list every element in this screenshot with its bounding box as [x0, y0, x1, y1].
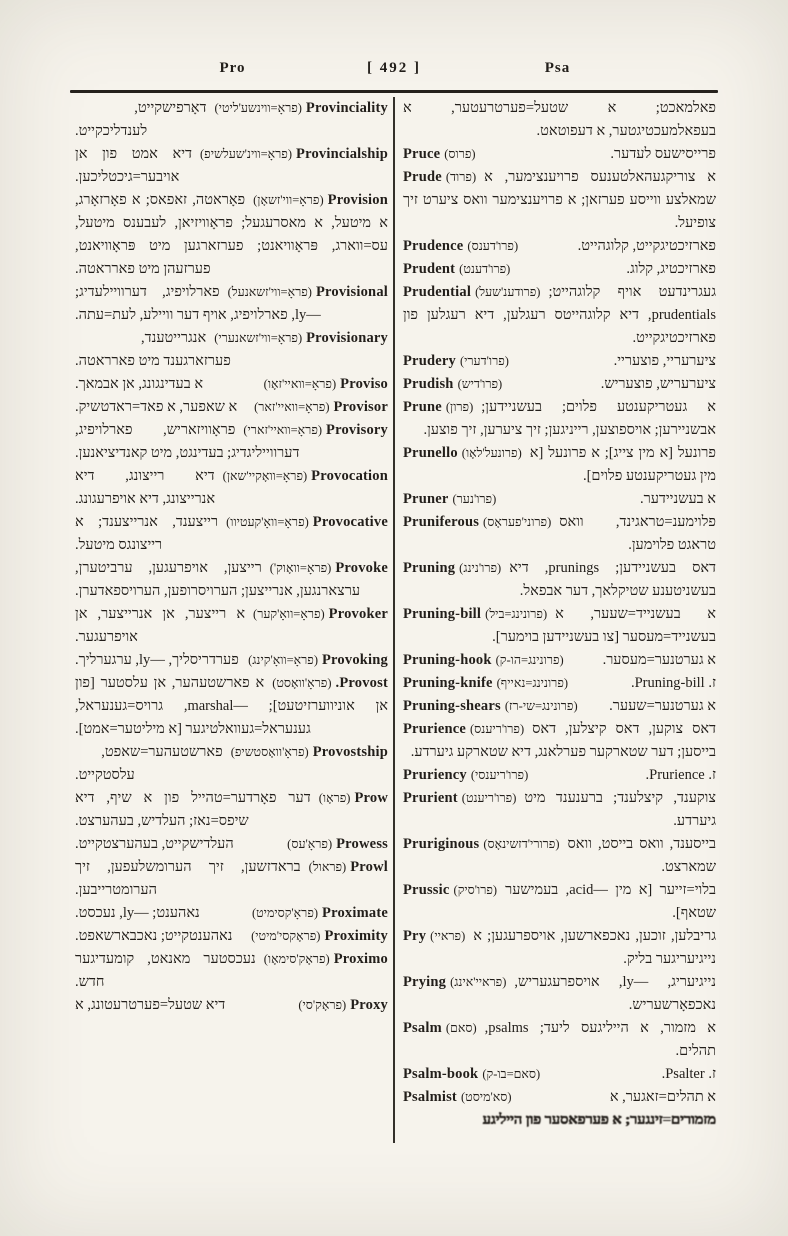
headword-group	[403, 833, 560, 856]
definition: פארזיכטיג, קלוג.	[626, 261, 716, 277]
headword: Provinciality	[305, 100, 388, 116]
dictionary-entry	[75, 327, 388, 373]
pronunciation: (פרו'ריענס)	[470, 722, 525, 736]
definition: צוקענד, קיצלענד; ברענענד מיט גיערדע.	[524, 790, 716, 829]
definition: געגרינדעט אויף קלוגהייט; prudentials, דיא קלוגהייטס רעגלען, דיא רעגלען פון פארזיכטיגקייט.	[403, 284, 716, 346]
headword-group	[200, 143, 388, 166]
headword-group	[253, 603, 388, 626]
smudged-text: מזמורים=זינגער; א פערפאסער פון הייליגע	[482, 1112, 716, 1128]
headword: Provost.	[335, 675, 388, 691]
dictionary-entry	[403, 235, 716, 258]
headword: Provisory	[326, 422, 388, 438]
dictionary-entry	[403, 166, 716, 235]
headword: Pruning-knife	[403, 675, 493, 691]
headword: Prunello	[403, 445, 458, 461]
definition: א גערטנער=שעער.	[609, 698, 716, 714]
dictionary-entry	[75, 856, 388, 902]
definition: א שאפער, א פאד=ראדטשיק.	[75, 399, 238, 415]
headword-group	[223, 465, 388, 488]
headword: Provocative	[312, 514, 388, 530]
dictionary-entry	[75, 189, 388, 281]
dictionary-entry	[403, 373, 716, 396]
dictionary-entry	[75, 419, 388, 465]
headword: Pruriency	[403, 767, 467, 783]
headword-group	[403, 281, 540, 304]
dictionary-entry	[403, 925, 716, 971]
definition: ציערעריי, פוצעריי.	[613, 353, 716, 369]
headword: Proximity	[324, 928, 388, 944]
dictionary-entry	[75, 741, 388, 787]
headword: Provocation	[311, 468, 388, 484]
headword: Provincialship	[296, 146, 388, 162]
pronunciation: (פראָ=וואיי'זארי)	[243, 423, 323, 437]
headword-group	[243, 419, 388, 442]
definition: בלוי=זייער [א מין —acid, בעמישער שטאף].	[505, 882, 716, 921]
definition: בייסענד, וואס בייסט, וואס שמארצט.	[567, 836, 716, 875]
definition: פארזיכטיגקייט, קלוגהייט.	[577, 238, 716, 254]
headword: Proximo	[333, 951, 388, 967]
pronunciation: (פרוס)	[444, 147, 476, 161]
headword: Prudish	[403, 376, 454, 392]
headword: Prowl	[350, 859, 388, 875]
pronunciation: (פראָ'קסימיט)	[251, 906, 319, 920]
definition: א גערטנער=מעסער.	[602, 652, 716, 668]
headword-group	[403, 350, 509, 373]
dictionary-entry	[403, 350, 716, 373]
dictionary-entry	[403, 143, 716, 166]
dictionary-entry	[403, 787, 716, 833]
dictionary-entry	[403, 258, 716, 281]
headword-group	[403, 235, 518, 258]
headword: Provisional	[315, 284, 388, 300]
headword: Provoke	[335, 560, 388, 576]
dictionary-entry	[403, 879, 716, 925]
headword-group	[403, 971, 506, 994]
definition: פערדריסליך, —ly, ערגערליך.	[75, 652, 239, 668]
dictionary-entry	[75, 787, 388, 833]
headword: Provoking	[322, 652, 388, 668]
headword: Prying	[403, 974, 447, 990]
pronunciation: (פראָק'סי)	[298, 998, 347, 1012]
headword: Pruce	[403, 146, 441, 162]
headword: Pruning-hook	[403, 652, 492, 668]
headword: Provision	[327, 192, 388, 208]
headword: Prudence	[403, 238, 464, 254]
pronunciation: (פרונינג=נאייף)	[496, 676, 569, 690]
headword: Prussic	[403, 882, 450, 898]
dictionary-entry	[403, 281, 716, 350]
guide-word-right: Psa	[544, 60, 571, 76]
dictionary-entry	[75, 649, 388, 672]
pronunciation: (פרודענ'שעל)	[475, 285, 541, 299]
dictionary-entry	[403, 672, 716, 695]
headword: Pruner	[403, 491, 449, 507]
definition: דער פאָרדער=טהייל פון א שיף, דיא שיפס=נאז; העלדיש, בעהערצט.	[75, 790, 311, 829]
headword-group	[403, 787, 516, 810]
definition: ציערעריש, פוצעריש.	[600, 376, 716, 392]
dictionary-entry	[403, 833, 716, 879]
definition: א געטריקענטע פלוים; בעשניידען; אבשניירען; אויספוצען, רייניגען; זיך ציערען, זיך פוצען.	[423, 399, 716, 438]
definition: פארשטעהער=שאפט, עלסטקייט.	[75, 744, 223, 783]
pronunciation: (פרו'דענט)	[459, 262, 511, 276]
headword-group	[403, 695, 578, 718]
headword-group	[287, 833, 388, 856]
headword-group	[248, 649, 388, 672]
dictionary-entry	[75, 994, 388, 1017]
dictionary-entry	[75, 281, 388, 327]
pronunciation: (פראָק'סימאָו)	[263, 952, 330, 966]
headword: Pruniferous	[403, 514, 480, 530]
pronunciation: (פראָ=וואָ'קער)	[253, 607, 325, 621]
headword-group	[264, 373, 388, 396]
definition: דיא אמט פון אן אויבער=גיכטליכען.	[75, 146, 193, 185]
definition: ז. Psalter.	[661, 1066, 716, 1082]
definition: רייצענד, אנרייצענד; א רייצונגס מיטעל.	[75, 514, 219, 553]
pronunciation: (פראָ=ווינשע'ליטי)	[214, 101, 302, 115]
pronunciation: (פרו'ריענט)	[461, 791, 517, 805]
pronunciation: (פרורי'דזשינאָס)	[483, 837, 560, 851]
smudged-line	[403, 1109, 716, 1132]
headword-group	[226, 511, 388, 534]
dictionary-entry	[75, 925, 388, 948]
headword: Proxy	[350, 997, 388, 1013]
headword: Psalmist	[403, 1089, 457, 1105]
pronunciation: (פראָקסי'מיטי)	[251, 929, 321, 943]
right-column	[403, 97, 716, 1132]
pronunciation: (סא'מיסט)	[460, 1090, 512, 1104]
dictionary-entry	[403, 695, 716, 718]
pronunciation: (פראָ'עס)	[287, 837, 333, 851]
headword: Provostship	[312, 744, 388, 760]
definition: בראדזשען, זיך הערומשלעפען, זיך הערומטרייבען.	[75, 859, 301, 898]
definition: נאהענט; —ly, נעכסט.	[75, 905, 200, 921]
pronunciation: (פראָ=וואָקיי'שאן)	[222, 469, 308, 483]
dictionary-entry	[75, 143, 388, 189]
definition: נאהענטקייט; נאכבארשאפט.	[75, 928, 233, 944]
definition: אנגרייטענד, פערזארגענד מיט פארראטה.	[75, 330, 231, 369]
headword-group	[403, 373, 502, 396]
dictionary-entry	[75, 902, 388, 925]
headword-group	[403, 1063, 540, 1086]
headword-group	[270, 557, 388, 580]
pronunciation: (פראָו)	[318, 791, 351, 805]
dictionary-entry	[403, 442, 716, 488]
headword-group	[403, 925, 465, 948]
headword: Prudery	[403, 353, 456, 369]
headword-group	[298, 994, 388, 1017]
headword: Prowess	[336, 836, 388, 852]
headword: Prurience	[403, 721, 466, 737]
pronunciation: (פראָ=וואָ'קעטיוו)	[226, 515, 309, 529]
headword-group	[251, 925, 388, 948]
headword-group	[403, 764, 528, 787]
dictionary-entry	[403, 603, 716, 649]
pronunciation: (פראָ=ווינ'שעלשיפ)	[200, 147, 293, 161]
dictionary-entry	[403, 1063, 716, 1086]
left-column	[75, 97, 388, 1017]
headword: Pruning-shears	[403, 698, 501, 714]
page-number: [ 492 ]	[367, 60, 421, 76]
headword-group	[309, 856, 388, 879]
headword-group	[214, 327, 388, 350]
headword-group	[272, 672, 388, 695]
definition: דיא שטעל=פערטרעטונג, א	[75, 997, 226, 1013]
headword-group	[403, 511, 551, 534]
pronunciation: (פרונעל'לאָו)	[461, 446, 522, 460]
definition: דיא רייצונג, דיא אנרייצונג, דיא אויפרעגונג.	[75, 468, 216, 507]
pronunciation: (פראָ=ווי'זשאָן)	[253, 193, 324, 207]
dictionary-entry	[75, 948, 388, 994]
definition: דאָרפישקייט, לענדליכקייט.	[75, 100, 207, 139]
headword-group	[319, 787, 388, 810]
headword-group	[403, 649, 564, 672]
definition: א צוריקגעהאלטענעס פרויענצימער, א שמאלצע ווייסע פערזאן; א פרויענצימער וואס ציערט זיך צופיעל.	[403, 169, 716, 231]
continuation-text: פאלמאכט; א שטעל=פערטרעטער, א בעפאלמעכטיגטער, א דעפוטאט.	[403, 100, 716, 139]
pronunciation: (פראיי'אינג)	[450, 975, 507, 989]
dictionary-entry	[403, 649, 716, 672]
headword: Prow	[354, 790, 388, 806]
headword-group	[403, 396, 473, 419]
pronunciation: (פרונינג=ביל)	[485, 607, 548, 621]
pronunciation: (פרוני'פעראָס)	[483, 515, 552, 529]
pronunciation: (פרו'דערי)	[459, 354, 509, 368]
pronunciation: (פרו'נער)	[452, 492, 497, 506]
dictionary-entry	[75, 97, 388, 143]
definition: א בעשניידער.	[639, 491, 716, 507]
dictionary-entry	[403, 1086, 716, 1109]
headword: Psalm-book	[403, 1066, 479, 1082]
definition: דאס בעשניידען; prunings, דיא בעשניטענע שטיקלאך, דער אבפאל.	[509, 560, 716, 599]
pronunciation: (פרו'דענס)	[467, 239, 519, 253]
headword: Prudent	[403, 261, 456, 277]
headword: Pruning-bill	[403, 606, 482, 622]
dictionary-entry	[75, 396, 388, 419]
pronunciation: (סאם)	[445, 1021, 477, 1035]
headword: Prude	[403, 169, 442, 185]
dictionary-entry	[403, 511, 716, 557]
pronunciation: (פראָ=ווי'זשאנערי)	[214, 331, 303, 345]
entry-continuation	[403, 97, 716, 143]
definition: א תהלים=זאגער, א	[609, 1089, 716, 1105]
pronunciation: (פרוד)	[445, 170, 477, 184]
definition: ז. Pruning-bill.	[630, 675, 716, 691]
headword-group	[253, 189, 388, 212]
pronunciation: (סאם=בו-ק)	[482, 1067, 541, 1081]
pronunciation: (פרו'נינג)	[459, 561, 502, 575]
headword-group	[403, 166, 476, 189]
headword: Provisor	[333, 399, 388, 415]
dictionary-entry	[403, 971, 716, 1017]
headword: Pruriginous	[403, 836, 480, 852]
pronunciation: (פראָ=וואיי'זאָו)	[263, 377, 337, 391]
definition: גריבלען, זוכען, נאכפארשען, אויספרעגען; א נייגיעריגער בליק.	[473, 928, 716, 967]
dictionary-entry	[403, 396, 716, 442]
headword: Proximate	[322, 905, 388, 921]
pronunciation: (פרו'ריענסי)	[470, 768, 529, 782]
definition: א בעשנייד=שעער, א בעשנייד=מעסער [צו בעשניידען בוימער].	[492, 606, 716, 645]
pronunciation: (פרונינג=הו-ק)	[495, 653, 564, 667]
pronunciation: (פראָ'וואָסט)	[272, 676, 332, 690]
definition: נעכסטער מאנאט, קומעדיגער חדש.	[75, 951, 256, 990]
definition: העלדישקייט, בעהערצטקייט.	[75, 836, 234, 852]
pronunciation: (פראָ=ווי'זשאנעל)	[227, 285, 312, 299]
pronunciation: (פראול)	[308, 860, 347, 874]
headword-group	[214, 97, 388, 120]
pronunciation: (פראָ=וואָוק')	[269, 561, 332, 575]
dictionary-entry	[75, 833, 388, 856]
dictionary-entry	[403, 764, 716, 787]
pronunciation: (פרו'סיק)	[453, 883, 498, 897]
definition: נייגיעריג, —ly, אויספרעגעריש, נאכפאָרשעריש.	[514, 974, 716, 1013]
dictionary-entry	[75, 603, 388, 649]
headword-group	[403, 143, 476, 166]
headword: Proviso	[340, 376, 388, 392]
headword: Prurient	[403, 790, 458, 806]
dictionary-entry	[403, 718, 716, 764]
dictionary-entry	[75, 373, 388, 396]
definition: פארלויפיג, דערוויילעדיג; —ly, פארלויפיג, אויף דער וויילע, לעת=עתה.	[75, 284, 321, 323]
dictionary-entry	[75, 672, 388, 741]
pronunciation: (פראָ'וואָסטשיפ)	[230, 745, 309, 759]
headword: Provisionary	[306, 330, 388, 346]
column-divider	[393, 97, 395, 1143]
headword-group	[252, 902, 388, 925]
headword: Provoker	[328, 606, 388, 622]
dictionary-entry	[403, 1017, 716, 1063]
definition: פרונעל [א מין צייג]; א פרונעל [א מין געטריקענטע פלוים].	[529, 445, 716, 484]
headword-group	[403, 1017, 477, 1040]
pronunciation: (פראָ=וואיי'זאר)	[254, 400, 330, 414]
pronunciation: (פרונינג=שי-רז)	[504, 699, 578, 713]
header-rule	[70, 90, 718, 93]
headword-group	[403, 603, 547, 626]
pronunciation: (פראָ=וואָ'קינג)	[248, 653, 318, 667]
headword-group	[254, 396, 388, 419]
headword-group	[403, 258, 510, 281]
headword: Pruning	[403, 560, 456, 576]
page-header	[0, 60, 788, 84]
definition: א פארשטעהער, אן עלסטער [פון אן אוניווערזיטעט]; —marshal, גרויס=גענעראל, גענעראל=געוואלטיגער [א מיליטער=אמט].	[75, 675, 388, 737]
definition: דאס צוקען, דאס קיצלען, דאס בייסען; דער שטארקער פערלאנג, דיא שטארקע גיערדע.	[410, 721, 716, 760]
headword: Pry	[403, 928, 427, 944]
definition: א רייצער, אן אנרייצער, אן אויפרעגער.	[75, 606, 246, 645]
headword-group	[403, 718, 524, 741]
dictionary-entry	[75, 465, 388, 511]
dictionary-entry	[75, 511, 388, 557]
headword-group	[403, 672, 568, 695]
definition: פרייסישעס לעדער.	[610, 146, 716, 162]
definition: רייצען, אויפרעגען, ערביטערן, ערצארנגען, אנרייצען; הערויסרופען, הערויספאדערן.	[75, 560, 361, 599]
dictionary-entry	[75, 557, 388, 603]
headword: Prudential	[403, 284, 472, 300]
definition: ז. Prurience.	[645, 767, 716, 783]
headword-group	[403, 488, 496, 511]
definition: פראָוויזאריש, פארלויפיג, דערווייליגדיג; בעדינגט, מיט קאנדיציאנען.	[75, 422, 300, 461]
headword-group	[403, 879, 497, 902]
headword-group	[403, 442, 522, 465]
guide-word-left: Pro	[219, 60, 246, 76]
definition: א מזמור, א הייליגעס ליעד; psalms, תהלים.	[484, 1020, 716, 1059]
dictionary-entry	[403, 488, 716, 511]
pronunciation: (פראיי)	[430, 929, 466, 943]
definition: פאָראטה, זאפאס; א פאָרזאָרג, א מיטעל, א מאסרעגעל; פראָוויזיאן, לעבענס מיטעל, עס=ווארג, פּראָוויאנט; פערזארגען מיט פּראָוויאנט, פערזעהן מיט פארראטה.	[75, 192, 388, 277]
headword-group	[228, 281, 388, 304]
definition: פלוימענ=טראגינד, וואס טראגט פלוימען.	[559, 514, 716, 553]
headword-group	[264, 948, 388, 971]
headword-group	[403, 557, 501, 580]
headword: Psalm	[403, 1020, 442, 1036]
pronunciation: (פרו'דיש)	[457, 377, 503, 391]
headword: Prune	[403, 399, 442, 415]
pronunciation: (פרון)	[445, 400, 474, 414]
definition: א בעדינגונג, אן אבמאך.	[75, 376, 204, 392]
headword-group	[403, 1086, 512, 1109]
dictionary-entry	[403, 557, 716, 603]
headword-group	[231, 741, 388, 764]
